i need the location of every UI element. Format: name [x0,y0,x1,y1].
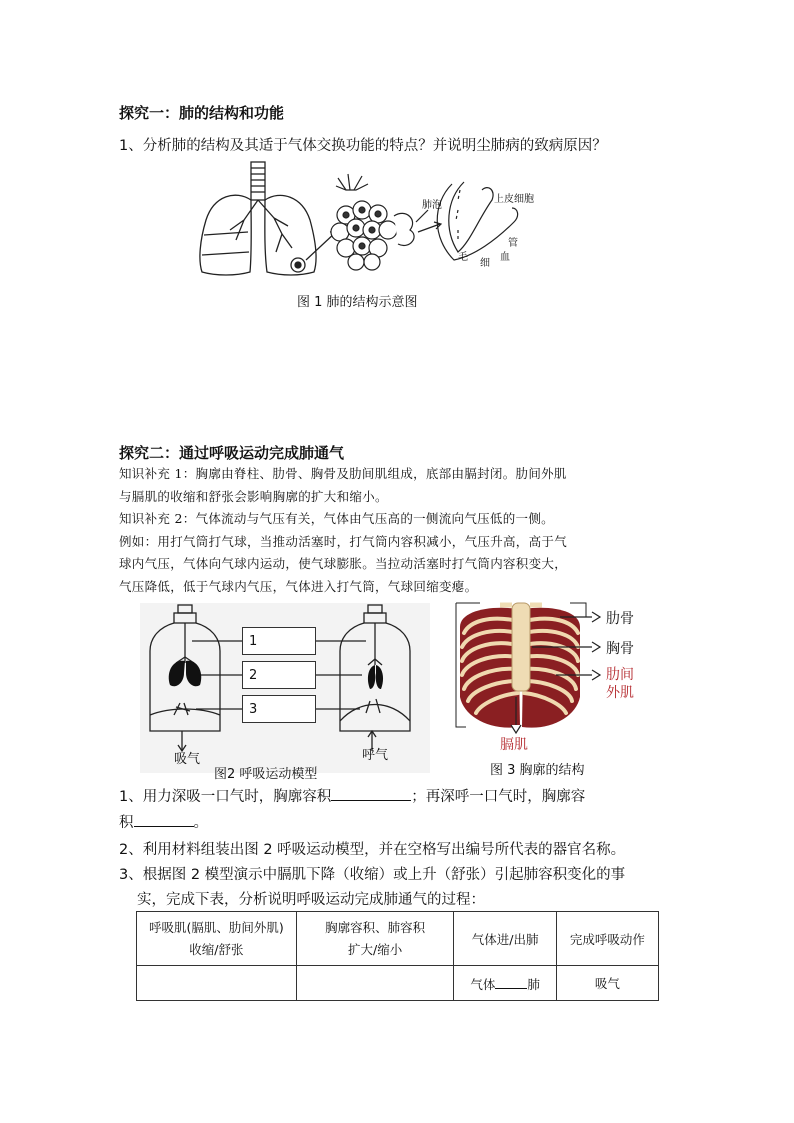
ventilation-table [136,911,659,1001]
inhale-label: 吸气 [174,752,201,767]
figure3-caption: 图 3 胸廓的结构 [490,763,585,778]
breathing-model-figure [140,603,430,773]
question-3-line1: 3、根据图 2 模型演示中膈肌下降（收缩）或上升（舒张）引起肺容积变化的事 [119,867,626,883]
alveolus-label: 肺泡 [422,200,442,211]
question-1-text-b: ；再深呼一口气时，胸廓容 [411,789,586,805]
airflow-text-a: 气体 [470,976,496,992]
organ-box-3[interactable] [242,695,316,723]
table-cell-action: 吸气 [556,966,658,1001]
lung-figure [196,160,556,295]
table-header-text: 呼吸肌(膈肌、肋间外肌) [148,919,284,935]
knowledge-line: 气压降低，低于气球内气压，气体进入打气筒，气球回缩变瘪。 [119,578,478,594]
intercostal-label-1: 肋间 [606,667,634,683]
table-row [137,966,659,1001]
question-2: 2、利用材料组装出图 2 呼吸运动模型，并在空格写出编号所代表的器官名称。 [119,842,626,858]
figure1-caption: 图 1 肺的结构示意图 [297,295,418,310]
answer-blank-airflow[interactable] [495,974,527,989]
question-1-text-a: 1、用力深吸一口气时，胸廓容积 [119,789,332,805]
figure2-caption: 图2 呼吸运动模型 [214,767,318,782]
question-1-text-c: 积 [119,815,134,831]
epithelium-label: 上皮细胞 [494,194,534,205]
organ-box-number: 2 [249,668,258,683]
answer-blank-exhale[interactable] [134,812,194,827]
question-1-text-d: 。 [193,815,208,831]
table-cell-airflow [454,966,556,1001]
question-1-line1 [119,785,585,806]
capillary-label-xi: 细 [480,258,490,269]
organ-box-number: 3 [249,702,258,717]
section2-heading: 探究二：通过呼吸运动完成肺通气 [119,444,345,462]
lung-structure-illustration [196,160,556,295]
capillary-label-xue: 血 [500,252,510,263]
rib-label: 肋骨 [606,611,634,627]
capillary-label-guan: 管 [508,238,518,249]
capillary-label-mao: 毛 [458,252,468,263]
knowledge-line: 与膈肌的收缩和舒张会影响胸廓的扩大和缩小。 [119,488,388,504]
knowledge-supplement [119,463,679,598]
organ-box-2[interactable] [242,661,316,689]
knowledge-line: 知识补充 1：胸廓由脊柱、肋骨、胸骨及肋间肌组成，底部由膈封闭。肋间外肌 [119,466,567,481]
diaphragm-label: 膈肌 [500,737,528,753]
table-header-action: 完成呼吸动作 [556,912,658,966]
knowledge-line: 球内气压，气体向气球内运动，使气球膨胀。当拉动活塞时打气筒内容积变大， [119,556,568,571]
thorax-figure [440,597,660,757]
sternum-label: 胸骨 [606,641,634,657]
table-cell-muscle-answer[interactable] [137,966,297,1001]
table-header-row [137,912,659,966]
organ-box-number: 1 [249,634,258,649]
table-cell-volume-answer[interactable] [296,966,454,1001]
table-header-muscle [137,912,297,966]
table-header-text: 胸廓容积、肺容积 [325,919,426,935]
knowledge-line: 知识补充 2：气体流动与气压有关，气体由气压高的一侧流向气压低的一侧。 [119,511,554,526]
question-1-line2 [119,811,208,832]
section1-question: 1、分析肺的结构及其适于气体交换功能的特点？并说明尘肺病的致病原因？ [119,138,607,154]
thorax-illustration [440,597,660,757]
organ-box-1[interactable] [242,627,316,655]
table-header-text: 收缩/舒张 [189,941,244,957]
table-header-airflow: 气体进/出肺 [454,912,556,966]
intercostal-label-2: 外肌 [606,685,634,701]
question-3-line2: 实，完成下表，分析说明呼吸运动完成肺通气的过程： [137,892,485,908]
knowledge-line: 例如：用打气筒打气球，当推动活塞时，打气筒内容积减小，气压升高，高于气 [119,533,568,549]
table-header-volume [296,912,454,966]
section1-heading: 探究一：肺的结构和功能 [119,104,285,122]
exhale-label: 呼气 [362,748,389,763]
answer-blank-inhale[interactable] [331,786,411,801]
table-header-text: 扩大/缩小 [348,941,403,957]
airflow-text-b: 肺 [527,976,540,992]
